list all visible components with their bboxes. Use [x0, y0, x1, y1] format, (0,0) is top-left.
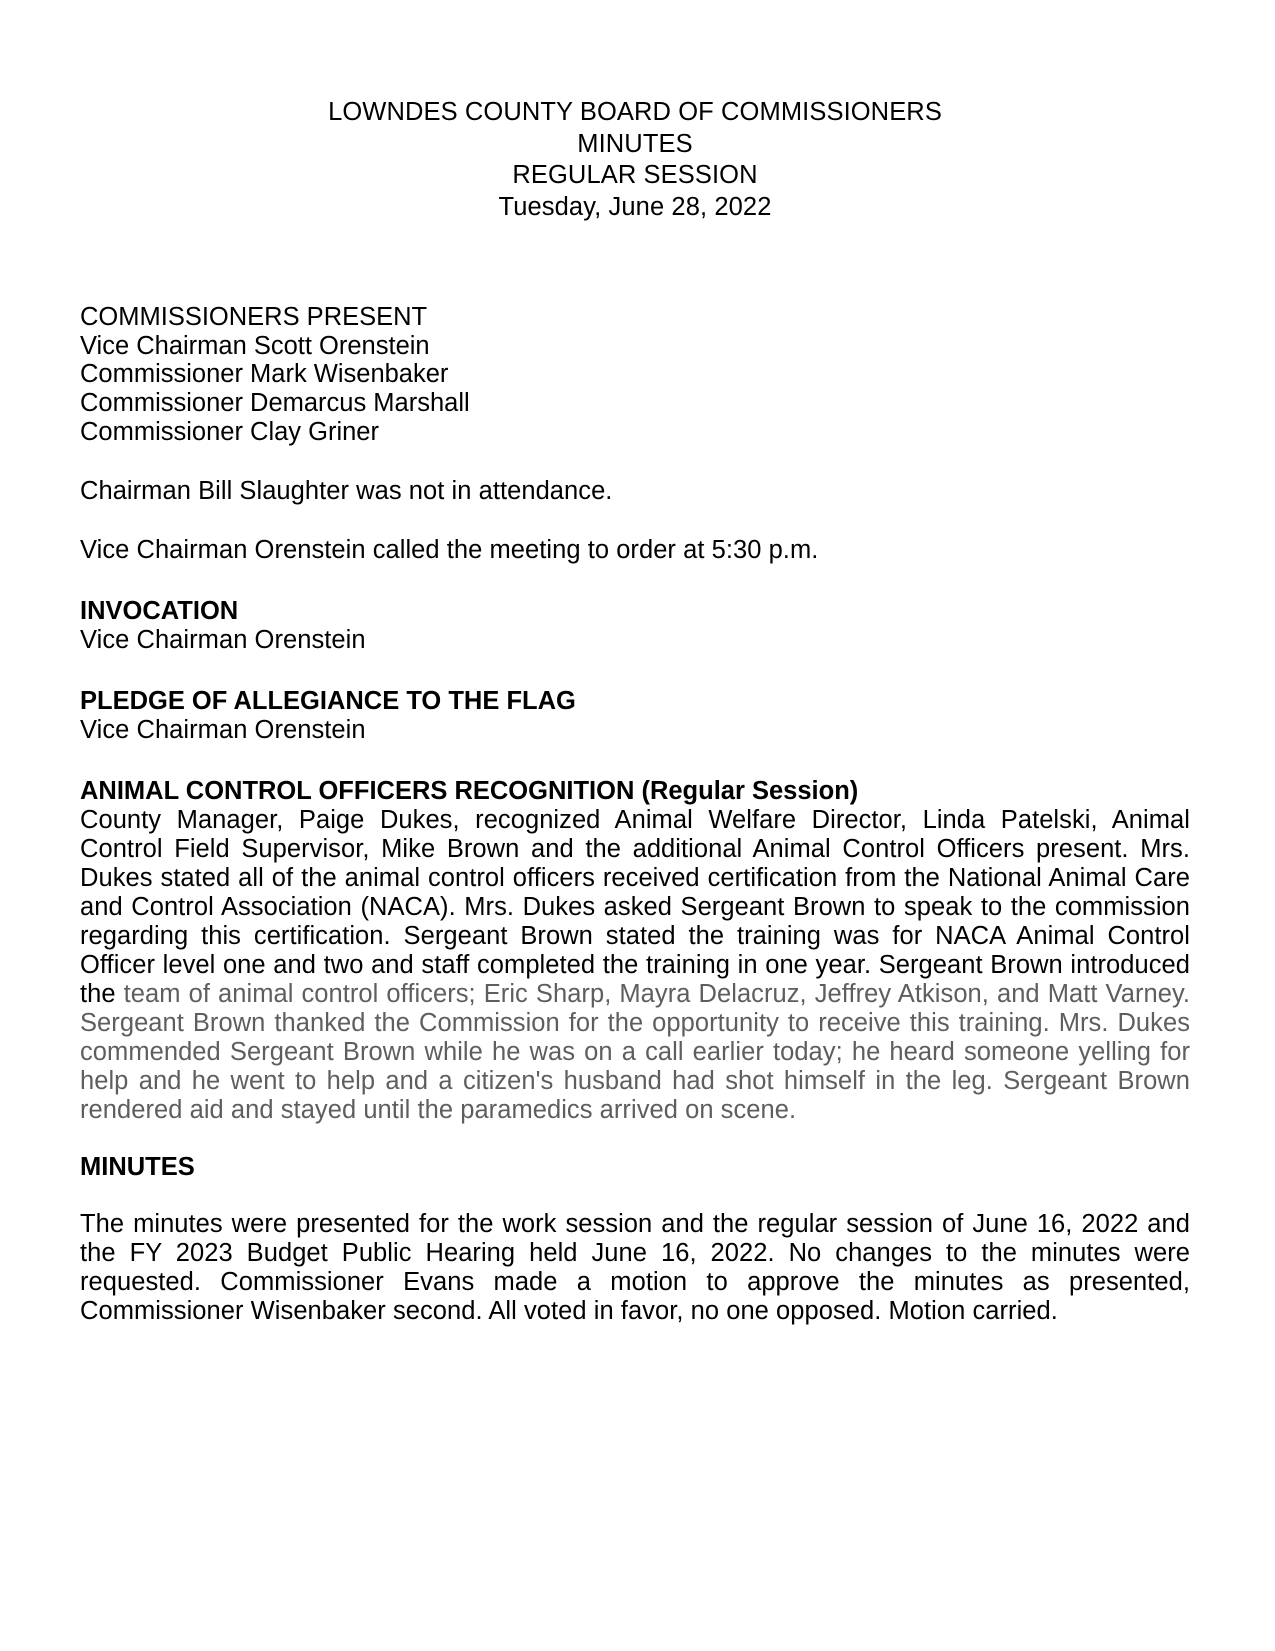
invocation-section [80, 597, 1190, 655]
header-line-date: Tuesday, June 28, 2022 [498, 192, 772, 221]
header-line-organization: LOWNDES COUNTY BOARD OF COMMISSIONERS [328, 98, 942, 126]
attendance-member: Commissioner Mark Wisenbaker [80, 360, 449, 389]
minutes-section [80, 1153, 1190, 1326]
section-spacer [80, 655, 1190, 687]
recognition-body [80, 806, 1190, 1125]
section-spacer [80, 506, 1190, 536]
invocation-heading: INVOCATION [80, 596, 239, 625]
invocation-by: Vice Chairman Orenstein [80, 625, 366, 654]
pledge-by: Vice Chairman Orenstein [80, 715, 366, 744]
section-spacer [80, 565, 1190, 597]
minutes-heading: MINUTES [80, 1152, 195, 1181]
section-spacer [80, 745, 1190, 777]
header-line-session: REGULAR SESSION [512, 161, 758, 189]
header-spacer [80, 223, 1190, 303]
call-to-order-note: Vice Chairman Orenstein called the meeting to order at 5:30 p.m. [80, 535, 819, 564]
attendance-member: Commissioner Demarcus Marshall [80, 389, 470, 418]
document-header [80, 97, 1190, 223]
document-content [80, 0, 1190, 1326]
minutes-heading-spacer [80, 1182, 1190, 1210]
recognition-body-primary: County Manager, Paige Dukes, recognized Animal Welfare Director, Linda Patelski, Animal Control Field Supervisor, Mike Brown and the additional Animal Control Officers present. Mrs. Dukes stated all of the animal control officers received certification from the National Animal Care and Control Association (NACA). Mrs. Dukes asked Sergeant Brown to speak to the commission regarding this certification. Sergeant Brown stated the training was for NACA Animal Control Officer level one and two and staff completed the training in one year. Sergeant Brown introduced the [80, 805, 1190, 1008]
recognition-section [80, 777, 1190, 1125]
pledge-heading: PLEDGE OF ALLEGIANCE TO THE FLAG [80, 686, 576, 715]
minutes-body: The minutes were presented for the work session and the regular session of June 16, 2022 and the FY 2023 Budget Public Hearing held June 16, 2022. No changes to the minutes were requested. Commissioner Evans made a motion to approve the minutes as presented, Commissioner Wisenbaker second. All voted in favor, no one opposed. Motion carried. [80, 1209, 1190, 1325]
absent-note: Chairman Bill Slaughter was not in attendance. [80, 476, 613, 505]
header-line-doctype: MINUTES [577, 129, 693, 158]
recognition-body-secondary: team of animal control officers; Eric Sharp, Mayra Delacruz, Jeffrey Atkison, and Matt Varney. Sergeant Brown thanked the Commission for the opportunity to receive this training. Mrs. Dukes commended Sergeant Brown while he was on a call earlier today; he heard someone yelling for help and he went to help and a citizen's husband had shot himself in the leg. Sergeant Brown rendered aid and stayed until the paramedics arrived on scene. [80, 979, 1191, 1124]
attendance-member: Commissioner Clay Griner [80, 417, 379, 446]
attendance-heading: COMMISSIONERS PRESENT [80, 303, 428, 331]
attendance-section [80, 303, 1190, 447]
attendance-member: Vice Chairman Scott Orenstein [80, 331, 430, 360]
recognition-heading: ANIMAL CONTROL OFFICERS RECOGNITION (Regular Session) [80, 776, 859, 805]
section-spacer [80, 1125, 1190, 1153]
pledge-section [80, 687, 1190, 745]
section-spacer [80, 447, 1190, 477]
